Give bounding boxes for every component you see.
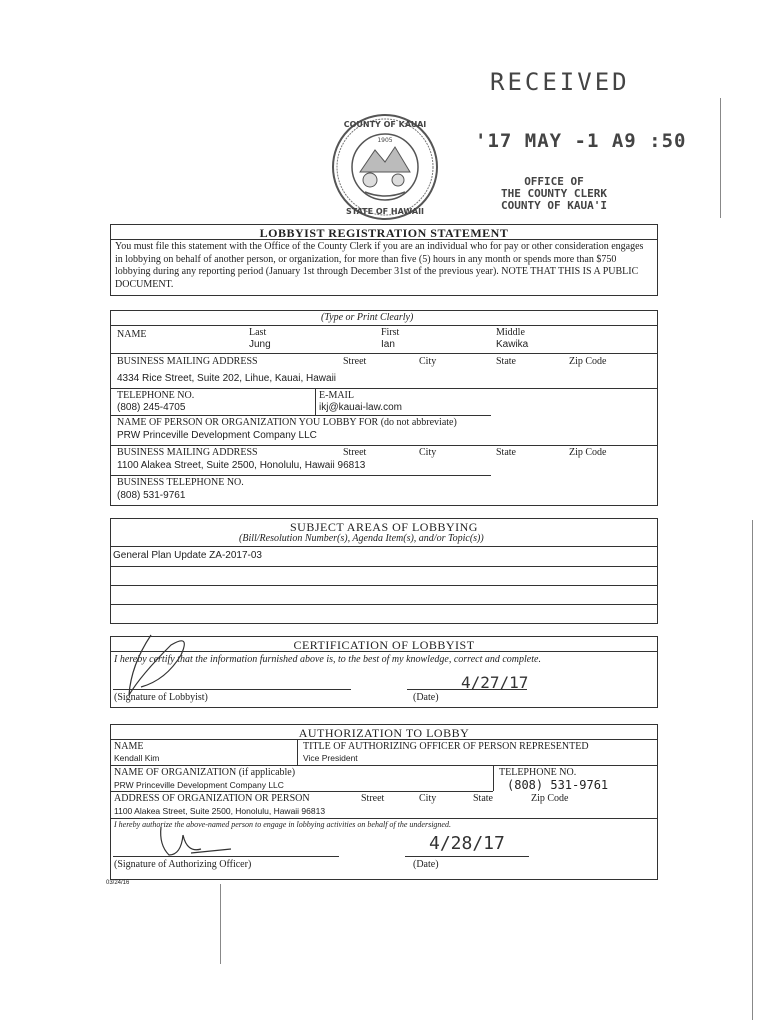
auth-org-label: NAME OF ORGANIZATION (if applicable) (114, 767, 296, 778)
state-label: State (496, 356, 516, 367)
email-label: E-MAIL (319, 390, 354, 401)
org-zip-label: Zip Code (569, 447, 607, 458)
middle-name-value: Kawika (496, 339, 529, 350)
authorizer-name-label: NAME (114, 741, 144, 752)
office-stamp (484, 176, 624, 212)
office-line-1: OFFICE OF (524, 175, 584, 188)
org-city-label: City (419, 447, 437, 458)
org-street-label: Street (343, 447, 367, 458)
auth-street-label: Street (361, 793, 385, 804)
name-label: NAME (117, 329, 147, 340)
mailing-address-value: 4334 Rice Street, Suite 202, Lihue, Kauai, Hawaii (117, 373, 337, 384)
received-stamp: RECEIVED (490, 68, 630, 96)
mailing-address-label: BUSINESS MAILING ADDRESS (117, 356, 258, 367)
auth-state-label: State (473, 793, 493, 804)
last-name-value: Jung (249, 339, 271, 350)
certification-date-label: (Date) (413, 692, 439, 703)
officer-signature-label: (Signature of Authorizing Officer) (114, 859, 252, 870)
street-label: Street (343, 356, 367, 367)
scan-margin-line-bottom (220, 884, 221, 964)
print-instruction: (Type or Print Clearly) (321, 312, 414, 323)
org-state-label: State (496, 447, 516, 458)
certification-title: CERTIFICATION OF LOBBYIST (293, 638, 475, 652)
intro-text: You must file this statement with the Office of the County Clerk if you are an individual who for pay or other consideration engages in lobbying on behalf of another person, or organization, for more than five (5) hours in any month or spends more than $750 lobbying during any reporting period (January 1st through December 31st of the previous year). NOTE THAT THIS IS A PUBLIC DOCUMENT. (115, 241, 644, 290)
org-telephone-label: BUSINESS TELEPHONE NO. (117, 477, 244, 488)
authorization-date-value: 4/28/17 (429, 833, 505, 854)
officer-title-label: TITLE OF AUTHORIZING OFFICER OF PERSON REPRESENTED (303, 741, 589, 752)
last-label: Last (249, 327, 267, 338)
first-name-value: Ian (381, 339, 395, 350)
received-datetime: '17 MAY -1 A9 :50 (475, 130, 687, 152)
authorization-date-label: (Date) (413, 859, 439, 870)
officer-signature-icon (151, 825, 241, 865)
form-code: 03/24/16 (106, 880, 130, 886)
lobbyist-signature-icon (111, 625, 231, 705)
auth-telephone-label: TELEPHONE NO. (499, 767, 577, 778)
org-represented-label: NAME OF PERSON OR ORGANIZATION YOU LOBBY FOR (do not abbreviate) (117, 417, 457, 428)
authorization-statement: I hereby authorize the above-named person to engage in lobbying activities on behalf of the undersigned. (114, 820, 451, 829)
subject-areas-subtitle: (Bill/Resolution Number(s), Agenda Item(s), and/or Topic(s)) (239, 533, 484, 544)
auth-telephone-value: (808) 531-9761 (507, 778, 609, 792)
officer-title-value: Vice President (303, 753, 358, 763)
scan-margin-line-right-lower (752, 520, 753, 1020)
subject-areas-title: SUBJECT AREAS OF LOBBYING (290, 520, 478, 534)
org-represented-value: PRW Princeville Development Company LLC (117, 430, 317, 441)
authorization-title: AUTHORIZATION TO LOBBY (298, 726, 470, 740)
office-line-2: THE COUNTY CLERK (501, 187, 607, 200)
header-box (110, 224, 658, 296)
org-mailing-address-value: 1100 Alakea Street, Suite 2500, Honolulu, Hawaii 96813 (117, 460, 366, 471)
scan-margin-line-right (720, 98, 721, 218)
auth-org-value: PRW Princeville Development Company LLC (114, 780, 284, 790)
authorizer-name-value: Kendall Kim (114, 753, 160, 763)
svg-text:STATE OF HAWAII: STATE OF HAWAII (345, 207, 425, 216)
telephone-label: TELEPHONE NO. (117, 390, 195, 401)
zip-label: Zip Code (569, 356, 607, 367)
org-mailing-address-label: BUSINESS MAILING ADDRESS (117, 447, 258, 458)
subject-line-1: General Plan Update ZA-2017-03 (113, 550, 262, 561)
certification-box (110, 636, 658, 708)
lobbyist-signature-label: (Signature of Lobbyist) (114, 692, 208, 703)
authorization-box (110, 724, 658, 880)
certification-date-value: 4/27/17 (461, 673, 529, 692)
org-telephone-value: (808) 531-9761 (117, 490, 186, 501)
certification-statement: I hereby certify that the information furnished above is, to the best of my knowledge, correct and complete. (114, 654, 541, 665)
auth-address-label: ADDRESS OF ORGANIZATION OR PERSON (114, 793, 310, 804)
svg-text:1905: 1905 (377, 137, 393, 144)
email-value: ikj@kauai-law.com (319, 402, 402, 413)
telephone-value: (808) 245-4705 (117, 402, 186, 413)
subject-areas-box (110, 518, 658, 624)
city-label: City (419, 356, 437, 367)
svg-text:COUNTY OF KAUAI: COUNTY OF KAUAI (343, 120, 427, 129)
lobbyist-info-box (110, 310, 658, 506)
auth-zip-label: Zip Code (531, 793, 569, 804)
county-seal-icon (330, 112, 440, 222)
office-line-3: COUNTY OF KAUA'I (501, 199, 607, 212)
middle-label: Middle (496, 327, 525, 338)
auth-address-value: 1100 Alakea Street, Suite 2500, Honolulu, Hawaii 96813 (114, 806, 326, 816)
auth-city-label: City (419, 793, 437, 804)
first-label: First (381, 327, 400, 338)
form-title: LOBBYIST REGISTRATION STATEMENT (259, 226, 509, 240)
